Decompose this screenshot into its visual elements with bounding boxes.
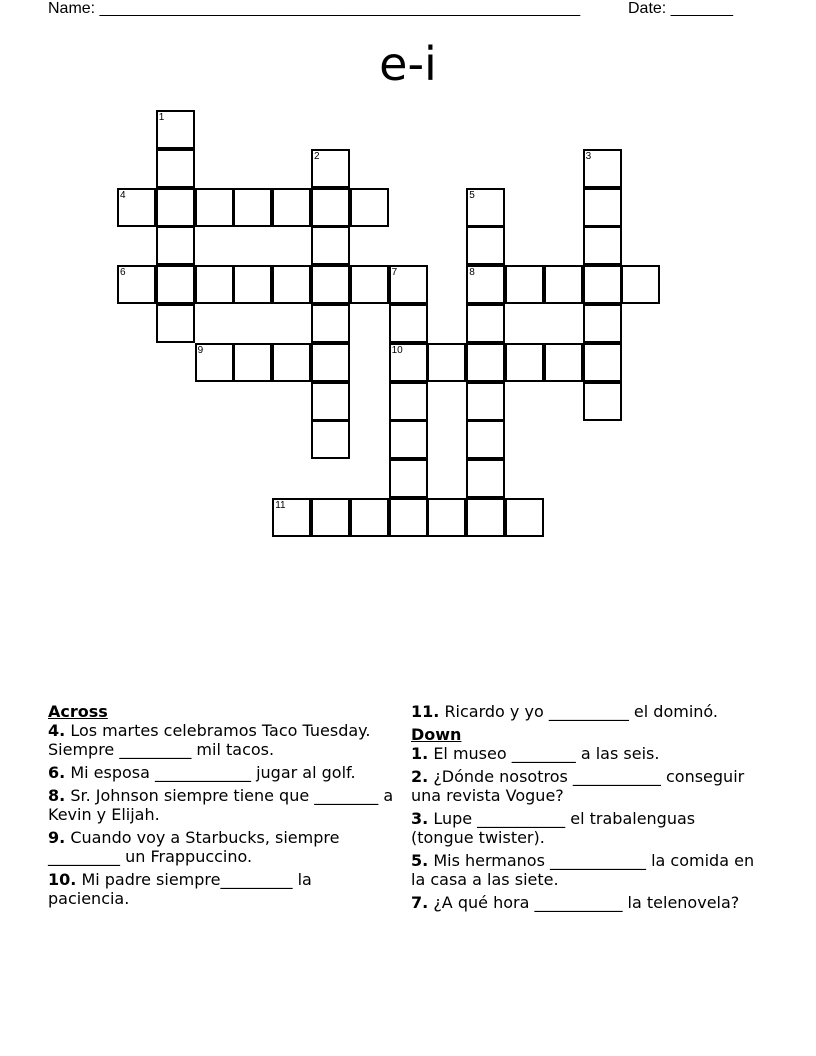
grid-cell[interactable] xyxy=(311,304,350,343)
down-clue-3: 3. Lupe ___________ el trabalenguas (tongue twister). xyxy=(411,809,696,847)
grid-cell[interactable] xyxy=(583,226,622,265)
grid-cell[interactable] xyxy=(117,188,156,227)
grid-cell[interactable] xyxy=(389,382,428,421)
cell-number: 3 xyxy=(585,150,592,162)
across-clue-11: 11. Ricardo y yo __________ el dominó. xyxy=(411,702,718,721)
grid-cell[interactable] xyxy=(466,382,505,421)
grid-cell[interactable] xyxy=(505,265,544,304)
grid-cell[interactable] xyxy=(195,188,234,227)
cell-number: 9 xyxy=(197,344,204,356)
grid-cell[interactable] xyxy=(117,265,156,304)
grid-cell[interactable] xyxy=(311,343,350,382)
down-clue-2: 2. ¿Dónde nosotros ___________ conseguir una revista Vogue? xyxy=(411,767,745,805)
cell-number: 5 xyxy=(469,189,475,201)
across-heading: Across xyxy=(48,702,108,721)
grid-cell[interactable] xyxy=(389,459,428,498)
across-clue-10: 10. Mi padre siempre_________ la paciencia. xyxy=(48,870,312,908)
grid-cell[interactable] xyxy=(466,459,505,498)
grid-cell[interactable] xyxy=(583,304,622,343)
grid-cell[interactable] xyxy=(505,343,544,382)
grid-cell[interactable] xyxy=(156,149,195,188)
grid-cell[interactable] xyxy=(233,343,272,382)
grid-cell[interactable] xyxy=(389,343,428,382)
grid-cell[interactable] xyxy=(272,188,311,227)
grid-cell[interactable] xyxy=(195,265,234,304)
grid-cell[interactable] xyxy=(272,265,311,304)
grid-cell[interactable] xyxy=(389,498,428,537)
grid-cell[interactable] xyxy=(350,265,389,304)
grid-cell[interactable] xyxy=(466,420,505,459)
grid-cell[interactable] xyxy=(583,382,622,421)
cell-number: 11 xyxy=(275,500,286,511)
cell-number: 8 xyxy=(469,267,475,279)
across-clue-6: 6. Mi esposa ____________ jugar al golf. xyxy=(48,763,356,782)
grid-cell[interactable] xyxy=(311,226,350,265)
grid-cell[interactable] xyxy=(466,265,505,304)
grid-cell[interactable] xyxy=(621,265,660,304)
grid-cell[interactable] xyxy=(156,188,195,227)
cell-number: 2 xyxy=(314,150,320,162)
grid-cell[interactable] xyxy=(389,304,428,343)
grid-cell[interactable] xyxy=(350,498,389,537)
grid-cell[interactable] xyxy=(156,226,195,265)
grid-cell[interactable] xyxy=(156,265,195,304)
grid-cell[interactable] xyxy=(544,265,583,304)
down-clue-1: 1. El museo ________ a las seis. xyxy=(411,744,660,763)
date-label: Date: _______ xyxy=(628,0,733,17)
clues-column-right xyxy=(411,702,756,916)
grid-cell[interactable] xyxy=(156,304,195,343)
page-title: e-i xyxy=(379,37,437,91)
grid-cell[interactable] xyxy=(583,149,622,188)
grid-cell[interactable] xyxy=(583,343,622,382)
across-clue-8: 8. Sr. Johnson siempre tiene que ________ a Kevin y Elijah. xyxy=(48,786,394,824)
cell-number: 7 xyxy=(391,267,398,279)
grid-cell[interactable] xyxy=(389,420,428,459)
grid-cell[interactable] xyxy=(311,149,350,188)
down-clue-7: 7. ¿A qué hora ___________ la telenovela? xyxy=(411,893,740,912)
across-clue-4: 4. Los martes celebramos Taco Tuesday. Siempre _________ mil tacos. xyxy=(48,721,371,759)
grid-cell[interactable] xyxy=(233,265,272,304)
grid-cell[interactable] xyxy=(427,343,466,382)
grid-cell[interactable] xyxy=(466,498,505,537)
grid-cell[interactable] xyxy=(427,498,466,537)
grid-cell[interactable] xyxy=(311,188,350,227)
across-clue-9: 9. Cuando voy a Starbucks, siempre _________ un Frappuccino. xyxy=(48,828,340,866)
grid-cell[interactable] xyxy=(466,343,505,382)
cell-number: 1 xyxy=(158,112,165,123)
grid-cell[interactable] xyxy=(583,188,622,227)
grid-cell[interactable] xyxy=(350,188,389,227)
grid-cell[interactable] xyxy=(311,498,350,537)
cell-number: 4 xyxy=(120,189,126,201)
down-heading: Down xyxy=(411,725,462,744)
name-label: Name: ______________________________________________________ xyxy=(48,0,581,17)
cell-number: 6 xyxy=(120,267,126,279)
grid-cell[interactable] xyxy=(544,343,583,382)
grid-cell[interactable] xyxy=(466,304,505,343)
grid-cell[interactable] xyxy=(233,188,272,227)
grid-cell[interactable] xyxy=(583,265,622,304)
grid-cell[interactable] xyxy=(311,382,350,421)
grid-cell[interactable] xyxy=(311,265,350,304)
grid-cell[interactable] xyxy=(505,498,544,537)
grid-cell[interactable] xyxy=(272,343,311,382)
grid-cell[interactable] xyxy=(272,498,311,537)
grid-cell[interactable] xyxy=(389,265,428,304)
grid-cell[interactable] xyxy=(311,420,350,459)
cell-number: 10 xyxy=(391,344,403,356)
down-clue-5: 5. Mis hermanos ____________ la comida en la casa a las siete. xyxy=(411,851,755,889)
clues-column-left xyxy=(48,702,398,912)
grid-cell[interactable] xyxy=(195,343,234,382)
grid-cell[interactable] xyxy=(466,226,505,265)
grid-cell[interactable] xyxy=(156,110,195,149)
grid-cell[interactable] xyxy=(466,188,505,227)
